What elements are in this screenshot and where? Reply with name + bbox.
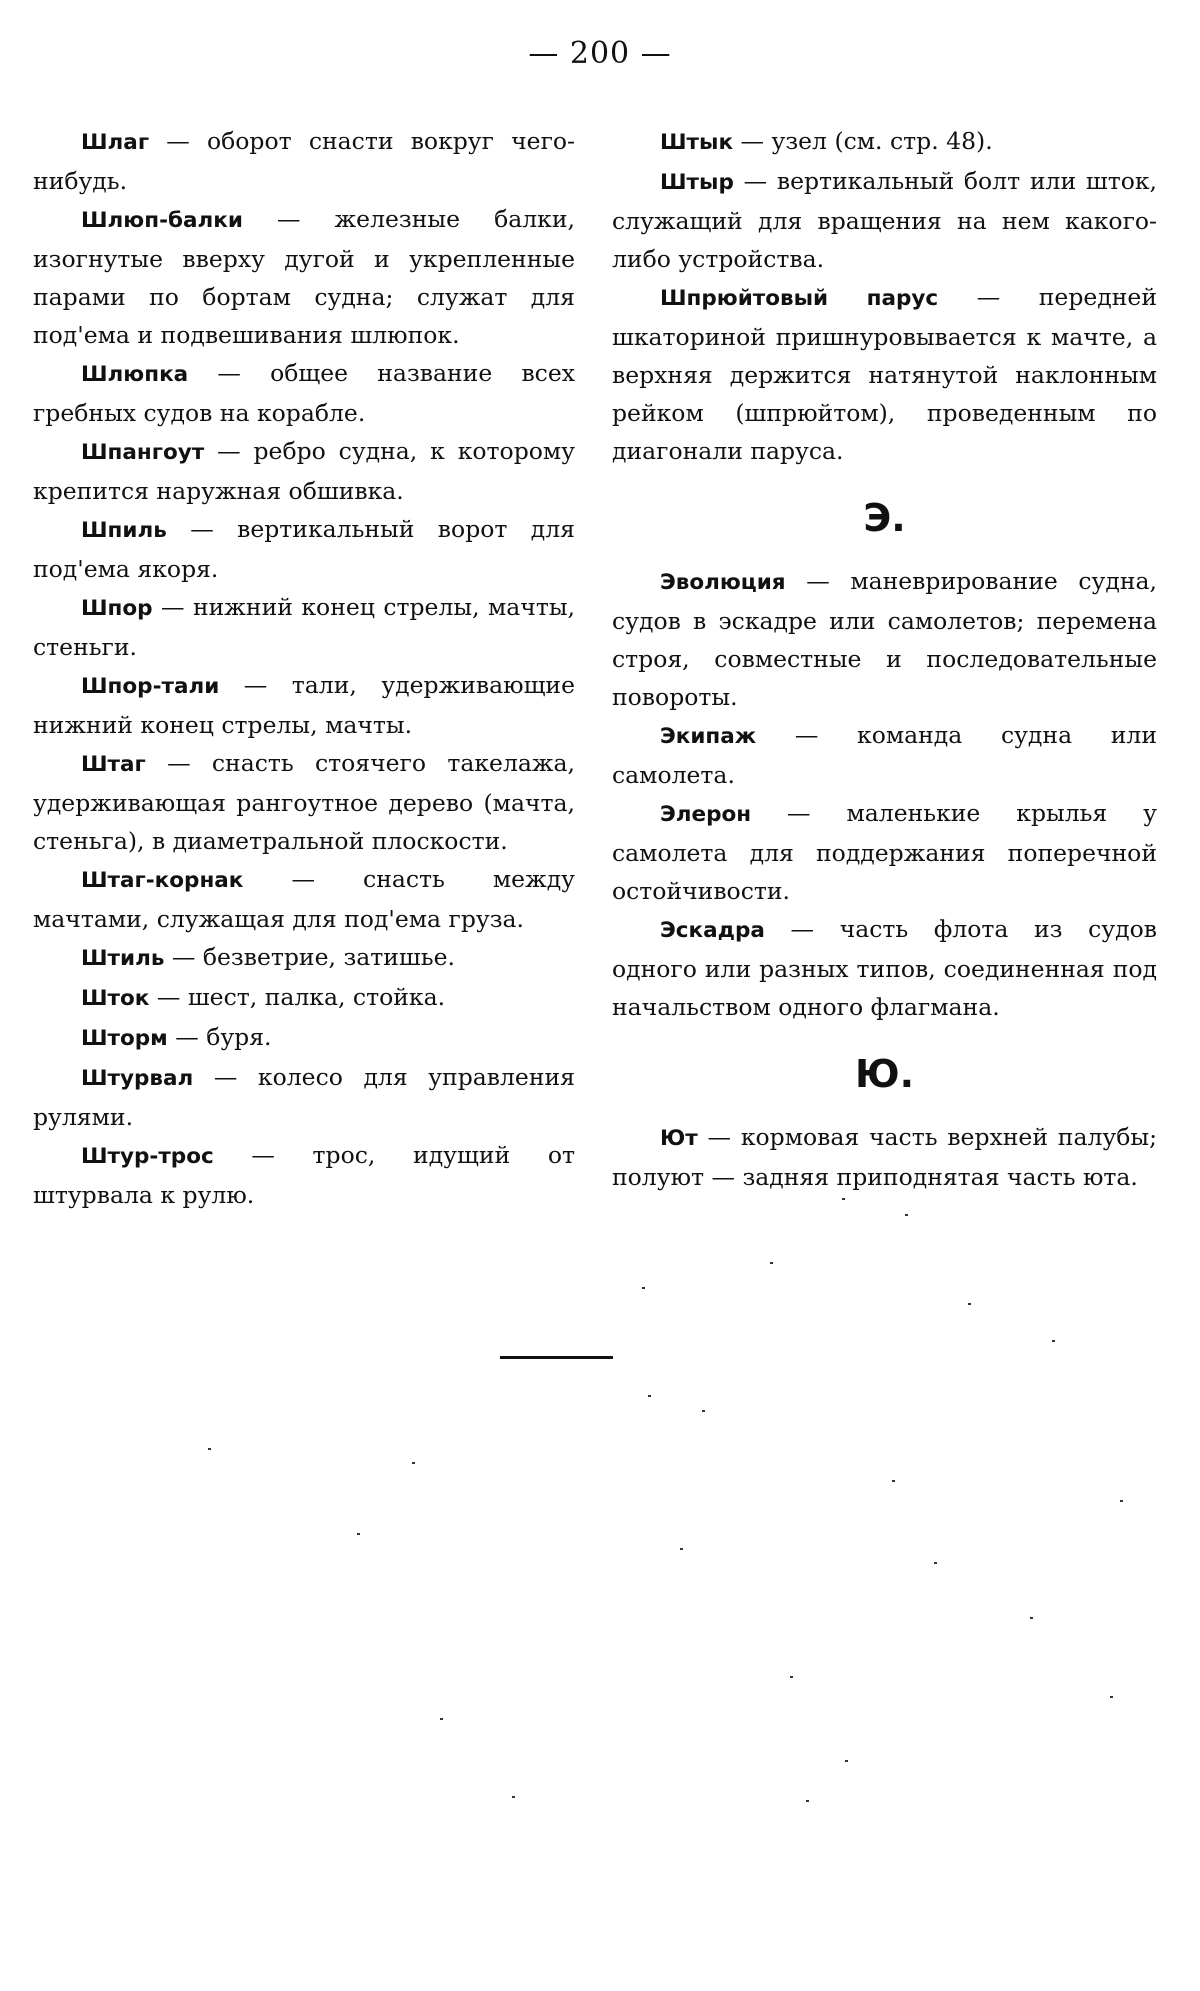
glossary-entry xyxy=(612,162,1157,278)
glossary-entry xyxy=(33,860,575,938)
glossary-entry xyxy=(33,938,575,978)
glossary-entry xyxy=(612,278,1157,470)
entry-definition: — команда судна или самолета. xyxy=(612,721,1157,789)
entry-definition: — снасть между мачтами, служащая для под'ема груза. xyxy=(33,865,575,933)
glossary-entry xyxy=(33,122,575,200)
entry-term: Штаг-корнак xyxy=(81,868,244,893)
entry-definition: — вертикальный ворот для под'ема якоря. xyxy=(33,515,575,583)
glossary-entry xyxy=(33,432,575,510)
entry-definition: — железные балки, изогнутые вверху дугой и укрепленные парами по бортам судна; служат для под'ема и подвешивания шлюпок. xyxy=(33,205,575,349)
entry-definition: — общее название всех гребных судов на корабле. xyxy=(33,359,575,427)
entry-definition: — снасть стоячего такелажа, удерживающая рангоутное дерево (мачта, стеньга), в диаметральной плоскости. xyxy=(33,749,575,855)
entry-term: Шпангоут xyxy=(81,440,205,465)
entry-term: Штурвал xyxy=(81,1066,194,1091)
entry-term: Эволюция xyxy=(660,570,786,595)
entry-definition: — кормовая часть верхней палубы; полуют — задняя приподнятая часть юта. xyxy=(612,1123,1157,1191)
section-letter-heading: Ю. xyxy=(854,1052,915,1096)
glossary-entry xyxy=(612,122,1157,162)
entry-definition: — передней шкаториной пришнуровывается к мачте, а верхняя держится натянутой наклонным рейком (шпрюйтом), проведенным по диагонали паруса. xyxy=(612,283,1157,465)
right-column xyxy=(612,122,1157,1196)
glossary-entry xyxy=(612,794,1157,910)
entry-term: Штаг xyxy=(81,752,146,777)
entry-definition: — трос, идущий от штурвала к рулю. xyxy=(33,1141,575,1209)
entry-term: Шток xyxy=(81,986,150,1011)
entry-term: Шпор-тали xyxy=(81,674,220,699)
entry-definition: — узел (см. стр. 48). xyxy=(733,127,993,155)
entry-term: Штур-трос xyxy=(81,1144,214,1169)
glossary-entry xyxy=(612,1118,1157,1196)
glossary-entry xyxy=(33,588,575,666)
glossary-entry xyxy=(33,1136,575,1214)
entry-term: Шлаг xyxy=(81,130,150,155)
entry-term: Шпрюйтовый парус xyxy=(660,286,939,311)
glossary-entry xyxy=(33,978,575,1018)
entry-definition: — вертикальный болт или шток, служащий для вращения на нем какого-либо устройства. xyxy=(612,167,1157,273)
entry-definition: — часть флота из судов одного или разных типов, соединенная под начальством одного флагмана. xyxy=(612,915,1157,1021)
entry-term: Штыр xyxy=(660,170,734,195)
entry-term: Штиль xyxy=(81,946,165,971)
glossary-entry xyxy=(612,910,1157,1026)
entry-term: Шпиль xyxy=(81,518,167,543)
entry-definition: — буря. xyxy=(167,1023,272,1051)
glossary-entry xyxy=(33,1058,575,1136)
entry-definition: — нижний конец стрелы, мачты, стеньги. xyxy=(33,593,575,661)
entry-term: Штык xyxy=(660,130,734,155)
entry-definition: — безветрие, затишье. xyxy=(164,943,455,971)
entry-definition: — маленькие крылья у самолета для поддержания поперечной остойчивости. xyxy=(612,799,1157,905)
entry-term: Шторм xyxy=(81,1026,168,1051)
entry-term: Шпор xyxy=(81,596,153,621)
glossary-entry xyxy=(33,200,575,354)
entry-definition: — маневрирование судна, судов в эскадре или самолетов; перемена строя, совместные и последовательные повороты. xyxy=(612,567,1157,711)
entry-term: Эскадра xyxy=(660,918,765,943)
entry-definition: — шест, палка, стойка. xyxy=(149,983,446,1011)
entry-definition: — оборот снасти вокруг чего-нибудь. xyxy=(33,127,575,195)
section-letter-heading: Э. xyxy=(863,496,906,540)
glossary-entry xyxy=(612,716,1157,794)
entry-definition: — колесо для управления рулями. xyxy=(33,1063,575,1131)
entry-definition: — тали, удерживающие нижний конец стрелы, мачты. xyxy=(33,671,575,739)
glossary-entry xyxy=(612,562,1157,716)
entry-definition: — ребро судна, к которому крепится наружная обшивка. xyxy=(33,437,575,505)
glossary-entry xyxy=(33,1018,575,1058)
entry-term: Шлюп-балки xyxy=(81,208,243,233)
page-number: — 200 — xyxy=(528,36,672,71)
left-column xyxy=(33,122,575,1214)
entry-term: Элерон xyxy=(660,802,752,827)
glossary-entry xyxy=(33,354,575,432)
glossary-entry xyxy=(33,510,575,588)
end-of-section-rule xyxy=(500,1356,613,1359)
glossary-entry xyxy=(33,744,575,860)
entry-term: Шлюпка xyxy=(81,362,189,387)
entry-term: Ют xyxy=(660,1126,698,1151)
glossary-entry xyxy=(33,666,575,744)
entry-term: Экипаж xyxy=(660,724,757,749)
